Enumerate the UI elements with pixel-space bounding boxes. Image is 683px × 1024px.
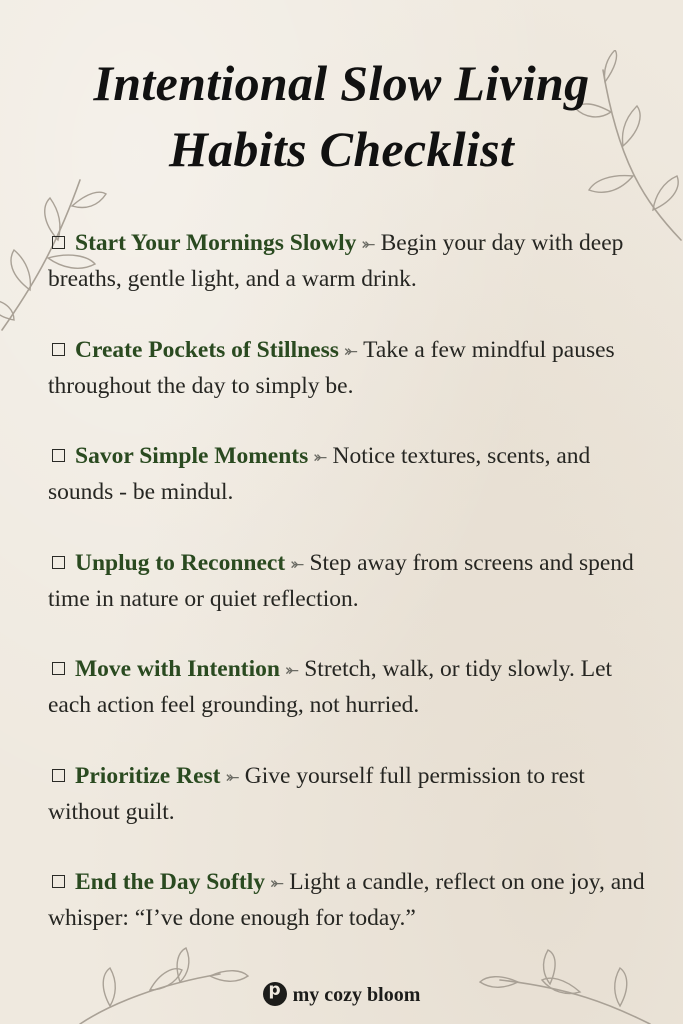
title-line-2: Habits Checklist bbox=[168, 121, 515, 177]
checklist-item-prioritize-rest bbox=[48, 759, 648, 866]
item-heading: Unplug to Reconnect bbox=[75, 549, 286, 576]
item-heading: End the Day Softly bbox=[75, 869, 265, 895]
item-description: Notice textures, scents, and sounds - be mindul. bbox=[48, 443, 591, 505]
checkbox-icon[interactable] bbox=[52, 769, 65, 782]
item-description: Stretch, walk, or tidy slowly. Let each action feel grounding, not hurried. bbox=[48, 656, 613, 718]
arrow-icon: ⤜ bbox=[361, 235, 376, 254]
pinterest-icon bbox=[263, 982, 287, 1006]
title-line-1: Intentional Slow Living bbox=[93, 55, 590, 111]
checkbox-icon[interactable] bbox=[52, 662, 65, 675]
checklist-item-move-intention bbox=[48, 652, 648, 759]
arrow-icon: ⤜ bbox=[290, 554, 305, 574]
checklist-item-pockets-stillness bbox=[48, 333, 648, 440]
checklist-item-start-mornings bbox=[48, 226, 648, 333]
item-heading: Create Pockets of Stillness bbox=[75, 336, 339, 363]
item-heading: Prioritize Rest bbox=[75, 762, 221, 789]
checklist-item-unplug bbox=[48, 546, 648, 653]
brand-footer[interactable] bbox=[0, 982, 683, 1007]
arrow-icon: ⤜ bbox=[343, 341, 359, 361]
item-description: Light a candle, reflect on one joy, and whisper: “I’ve done enough for today.” bbox=[48, 869, 645, 931]
arrow-icon: ⤜ bbox=[313, 448, 328, 467]
checkbox-icon[interactable] bbox=[52, 449, 65, 462]
page-title bbox=[0, 50, 683, 182]
item-description: Step away from screens and spend time in nature or quiet reflection. bbox=[48, 549, 634, 612]
item-description: Begin your day with deep breaths, gentle light, and a warm drink. bbox=[48, 230, 624, 292]
checkbox-icon[interactable] bbox=[52, 236, 65, 249]
checkbox-icon[interactable] bbox=[52, 556, 65, 569]
checkbox-icon[interactable] bbox=[52, 875, 65, 888]
item-heading: Move with Intention bbox=[75, 656, 280, 682]
habits-checklist bbox=[48, 226, 648, 972]
item-description: Give yourself full permission to rest without guilt. bbox=[48, 762, 585, 825]
item-heading: Savor Simple Moments bbox=[75, 443, 309, 469]
arrow-icon: ⤜ bbox=[284, 661, 300, 680]
checkbox-icon[interactable] bbox=[52, 343, 65, 356]
checklist-item-end-day bbox=[48, 865, 648, 972]
item-description: Take a few mindful pauses throughout the day to simply be. bbox=[48, 336, 615, 399]
arrow-icon: ⤜ bbox=[270, 874, 285, 893]
item-heading: Start Your Mornings Slowly bbox=[75, 230, 357, 256]
checklist-item-savor-moments bbox=[48, 439, 648, 546]
arrow-icon: ⤜ bbox=[225, 767, 240, 787]
brand-name: my cozy bloom bbox=[292, 984, 421, 1006]
